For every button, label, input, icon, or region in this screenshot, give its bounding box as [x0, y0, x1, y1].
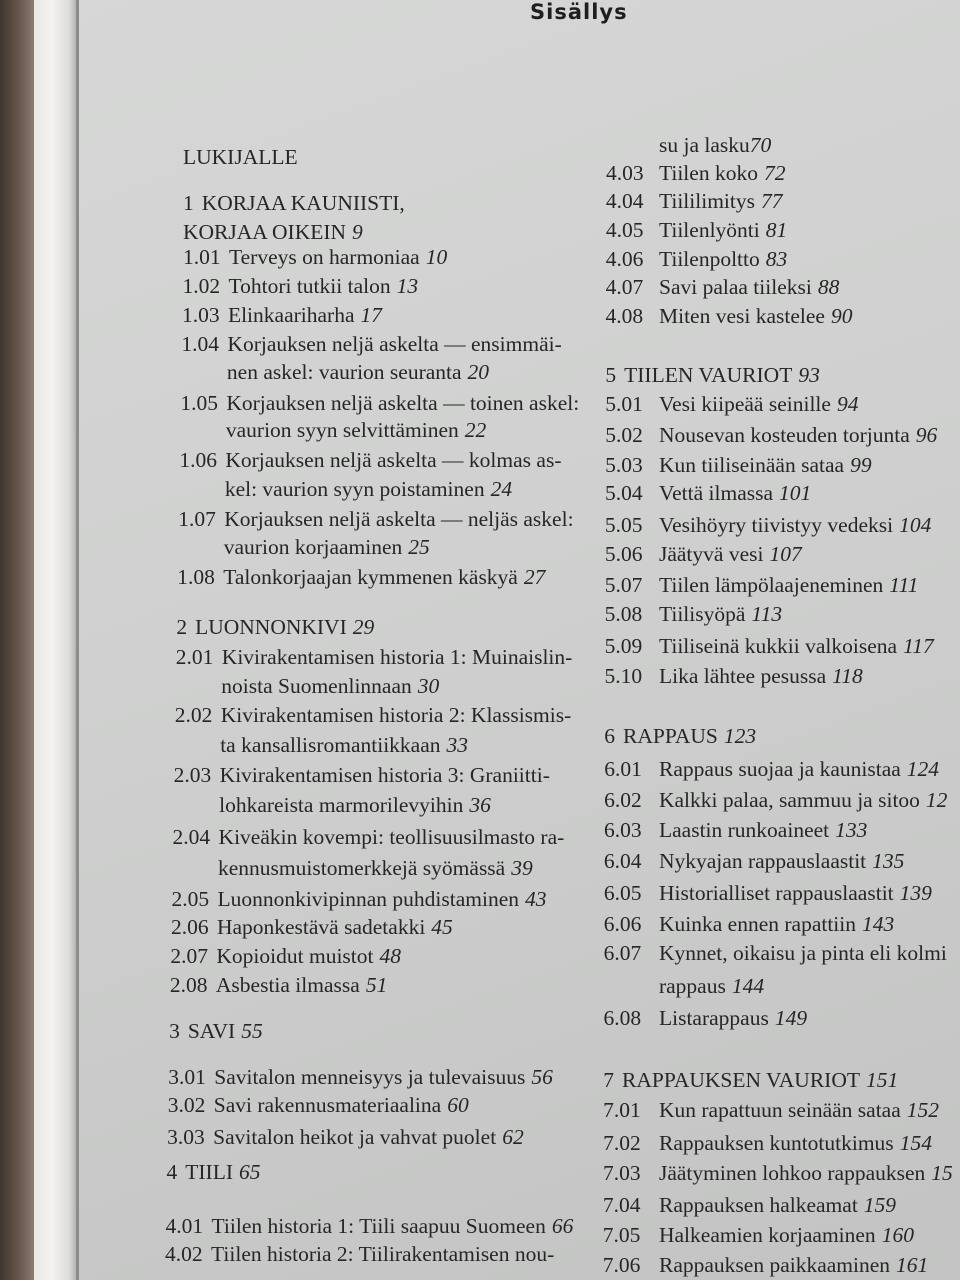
- toc-entry-title: Tiilenlyönti: [658, 218, 760, 242]
- toc-page-number: 107: [769, 542, 802, 566]
- toc-entry-number: 5.05: [604, 513, 643, 537]
- toc-page-number: 83: [765, 247, 788, 271]
- page-gutter-line: [76, 0, 79, 1280]
- toc-entry-number: 7.01: [603, 1098, 641, 1122]
- toc-entry-title: LUKIJALLE: [183, 145, 298, 169]
- toc-entry: [606, 246, 788, 272]
- toc-chapter-heading: [169, 1018, 263, 1044]
- toc-entry-title: Tiilisyöpä: [658, 602, 746, 626]
- toc-page-number: 117: [903, 634, 934, 658]
- toc-entry: [181, 359, 489, 385]
- toc-entry-title: Korjauksen neljä askelta — ensimmäi-: [227, 332, 562, 356]
- toc-entry: [168, 1064, 553, 1090]
- toc-entry-title: KORJAA OIKEIN: [183, 220, 347, 244]
- toc-entry-number: 5.10: [604, 664, 643, 688]
- toc-page-number: 60: [447, 1093, 469, 1117]
- toc-page-number: 22: [464, 418, 487, 442]
- toc-entry-title: Luonnonkivipinnan puhdistaminen: [217, 887, 520, 911]
- toc-entry-number: 5.06: [604, 542, 643, 566]
- toc-entry-title: Tiilen koko: [658, 161, 758, 185]
- toc-page-number: 101: [779, 481, 812, 505]
- toc-page-number: 65: [239, 1160, 261, 1184]
- toc-entry: [179, 447, 561, 473]
- toc-entry: [603, 1130, 932, 1156]
- toc-entry-number: 3.03: [167, 1125, 205, 1149]
- toc-page-number: 133: [835, 818, 868, 842]
- toc-page-number: 111: [889, 573, 919, 597]
- toc-chapter-heading: [605, 362, 819, 388]
- toc-entry: [173, 792, 491, 818]
- page-title: Sisällys: [530, 0, 628, 24]
- toc-entry-number: 7.03: [602, 1161, 641, 1185]
- toc-entry: [183, 244, 447, 270]
- toc-entry-title: RAPPAUKSEN VAURIOT: [622, 1068, 860, 1092]
- toc-page-number: 45: [431, 915, 453, 939]
- toc-entry-number: 1.08: [177, 565, 215, 589]
- toc-entry-number: 5.02: [605, 423, 643, 447]
- toc-entry-number: 5: [605, 363, 617, 387]
- toc-page-number: 13: [396, 274, 419, 298]
- toc-entry-title: kel: vaurion syyn poistaminen: [224, 477, 485, 501]
- toc-entry: [174, 732, 468, 758]
- toc-entry: [603, 1192, 896, 1218]
- toc-page-number: 62: [502, 1125, 524, 1149]
- toc-entry: [166, 1213, 574, 1239]
- toc-page-number: 123: [723, 724, 757, 748]
- toc-entry-title: noista Suomenlinnaan: [221, 674, 412, 698]
- toc-page-number: 10: [425, 245, 448, 269]
- toc-entry: [604, 787, 947, 813]
- toc-entry: [171, 914, 453, 940]
- toc-entry: [604, 911, 895, 937]
- toc-entry-title: Tiililimitys: [658, 189, 755, 213]
- toc-entry-title: Kiveäkin kovempi: teollisuusilmasto ra-: [218, 825, 565, 849]
- toc-chapter-heading: [603, 1067, 898, 1093]
- toc-entry: [605, 633, 934, 659]
- toc-entry-number: 5.04: [605, 481, 643, 505]
- toc-entry-number: 2.04: [172, 825, 211, 849]
- toc-page-number: 48: [379, 944, 401, 968]
- toc-page-number: 24: [490, 477, 513, 501]
- toc-page-number: 66: [551, 1214, 574, 1238]
- toc-entry-number: 1.04: [181, 332, 220, 356]
- toc-entry-title: Nousevan kosteuden torjunta: [658, 423, 910, 447]
- toc-entry-number: 6.05: [603, 881, 642, 905]
- toc-entry-number: 6.08: [603, 1006, 642, 1030]
- toc-entry-title: Kun tiiliseinään sataa: [658, 453, 845, 477]
- toc-entry-number: 6.03: [604, 818, 642, 842]
- toc-entry: [167, 1124, 524, 1150]
- toc-entry-title: vaurion korjaaminen: [223, 535, 403, 559]
- toc-entry-number: 2.03: [173, 763, 212, 787]
- toc-entry: [170, 943, 401, 969]
- toc-entry-number: 6.06: [603, 912, 642, 936]
- toc-entry: [605, 452, 871, 478]
- toc-entry-title: Tiilen historia 2: Tiilirakentamisen nou-: [211, 1242, 555, 1266]
- toc-page-number: 25: [408, 535, 430, 559]
- toc-entry-title: Nykyajan rappauslaastit: [658, 849, 867, 873]
- toc-page-number: 124: [906, 757, 940, 781]
- toc-entry-number: 6: [604, 724, 616, 748]
- toc-page-number: 93: [798, 363, 820, 387]
- toc-entry-number: 1: [183, 191, 194, 215]
- toc-page-number: 88: [817, 275, 840, 299]
- toc-entry-title: lohkareista marmorilevyihin: [219, 793, 464, 817]
- toc-page-number: 30: [417, 674, 440, 698]
- toc-entry-number: 5.08: [604, 602, 643, 626]
- toc-entry-title: Jäätyvä vesi: [658, 542, 764, 566]
- toc-entry-title: Tiilen historia 1: Tiili saapuu Suomeen: [211, 1214, 546, 1238]
- toc-entry: [603, 1252, 929, 1278]
- toc-entry: [177, 564, 545, 590]
- toc-page-number: 104: [899, 513, 932, 537]
- toc-entry: [180, 390, 579, 416]
- toc-entry-title: SAVI: [187, 1019, 236, 1043]
- toc-entry-number: 5.09: [604, 634, 643, 658]
- toc-entry-title: Korjauksen neljä askelta — kolmas as-: [225, 448, 562, 472]
- toc-entry-title: Kivirakentamisen historia 3: Graniitti-: [219, 763, 550, 787]
- toc-entry-title: RAPPAUS: [623, 724, 718, 748]
- toc-page-number: 143: [862, 912, 895, 936]
- toc-page-number: 160: [881, 1223, 914, 1247]
- toc-entry-title: Kun rapattuun seinään sataa: [658, 1098, 901, 1122]
- toc-page-number: 17: [360, 303, 382, 327]
- toc-entry-title: Rappauksen halkeamat: [658, 1193, 858, 1217]
- toc-page-number: 27: [523, 565, 546, 589]
- toc-entry: [604, 756, 939, 782]
- toc-entry: [605, 422, 937, 448]
- toc-entry-title: Korjauksen neljä askelta — neljäs askel:: [224, 507, 574, 531]
- toc-entry-title: Haponkestävä sadetakki: [216, 915, 426, 939]
- toc-entry: [174, 762, 550, 788]
- toc-page-number: 96: [915, 423, 938, 447]
- toc-chapter-heading: [183, 144, 298, 170]
- toc-entry-title: Kalkki palaa, sammuu ja sitoo: [658, 788, 920, 812]
- toc-page-number: 94: [836, 392, 859, 416]
- toc-entry-title: Terveys on harmoniaa: [229, 245, 420, 269]
- toc-entry: [172, 855, 533, 881]
- toc-entry-number: 1.02: [182, 274, 221, 298]
- toc-entry: [606, 188, 783, 214]
- toc-entry: [170, 972, 387, 998]
- toc-entry: [605, 601, 782, 627]
- toc-entry-title: Tohtori tutkii talon: [228, 274, 391, 298]
- toc-entry-title: Halkeamien korjaaminen: [658, 1223, 876, 1247]
- toc-entry: [606, 217, 787, 243]
- toc-page-number: 90: [830, 304, 853, 328]
- toc-chapter-heading: [604, 723, 756, 749]
- toc-chapter-heading: [183, 219, 363, 245]
- toc-entry-number: 1.07: [178, 507, 216, 531]
- toc-entry: [179, 476, 512, 502]
- toc-entry: [605, 572, 919, 598]
- toc-entry-number: 4.08: [605, 304, 644, 328]
- toc-entry: [182, 273, 418, 299]
- toc-entry: [604, 940, 947, 966]
- toc-page-number: 159: [863, 1193, 897, 1217]
- toc-entry-title: Vesihöyry tiivistyy vedeksi: [658, 513, 894, 537]
- toc-entry-title: Laastin runkoaineet: [658, 818, 830, 842]
- toc-page-number: 161: [896, 1253, 929, 1277]
- toc-entry: [606, 274, 840, 300]
- toc-page-number: 9: [352, 220, 363, 244]
- toc-entry-title: rappaus: [658, 974, 726, 998]
- toc-entry-title: Savi rakennusmateriaalina: [213, 1093, 442, 1117]
- toc-page-number: 135: [872, 849, 905, 873]
- toc-entry-number: 4.01: [165, 1214, 204, 1238]
- toc-entry: [182, 302, 382, 328]
- toc-entry-number: 6.07: [603, 941, 642, 965]
- toc-entry: [180, 417, 486, 443]
- toc-entry-number: 4: [166, 1160, 178, 1184]
- toc-entry-title: Talonkorjaajan kymmenen käskyä: [223, 565, 518, 589]
- toc-entry-title: Listarappaus: [658, 1006, 769, 1030]
- toc-entry-number: 2.05: [171, 887, 210, 911]
- toc-entry-title: Kuinka ennen rapattiin: [658, 912, 857, 936]
- toc-page-number: 144: [731, 974, 765, 998]
- toc-entry-number: 1.06: [179, 448, 217, 472]
- toc-entry-title: TIILEN VAURIOT: [624, 363, 793, 387]
- toc-entry-title: Savitalon menneisyys ja tulevaisuus: [214, 1065, 526, 1089]
- toc-entry-number: 2: [176, 615, 188, 639]
- toc-entry-title: Asbestia ilmassa: [215, 973, 360, 997]
- toc-entry: [605, 391, 858, 417]
- toc-page-number: 12: [925, 788, 948, 812]
- toc-entry-title: Korjauksen neljä askelta — toinen askel:: [226, 391, 580, 415]
- toc-chapter-heading: [183, 190, 405, 216]
- toc-entry-number: 1.05: [180, 391, 218, 415]
- toc-entry: [603, 1160, 953, 1186]
- toc-entry-number: 4.02: [165, 1242, 203, 1266]
- toc-entry: [604, 848, 904, 874]
- toc-entry-number: 7.02: [603, 1131, 641, 1155]
- toc-entry-number: 4.07: [605, 275, 644, 299]
- toc-entry: [603, 1005, 807, 1031]
- toc-entry-number: 3: [169, 1019, 180, 1043]
- toc-chapter-heading: [167, 1159, 261, 1185]
- toc-entry: [606, 132, 771, 158]
- toc-entry-title: Kopioidut muistot: [216, 944, 374, 968]
- toc-page-number: 81: [765, 218, 788, 242]
- toc-entry-number: 3.01: [168, 1065, 206, 1089]
- toc-page-number: 29: [352, 615, 375, 639]
- toc-entry-title: kennusmuistomerkkejä syömässä: [218, 856, 506, 880]
- toc-entry-number: 7.05: [602, 1223, 641, 1247]
- toc-entry: [605, 541, 802, 567]
- toc-entry: [603, 1097, 939, 1123]
- toc-entry-number: 6.02: [604, 788, 642, 812]
- toc-entry: [603, 1222, 914, 1248]
- toc-entry-title: Lika lähtee pesussa: [658, 664, 827, 688]
- toc-entry-title: Vesi kiipeää seinille: [658, 392, 831, 416]
- toc-entry-number: 4.06: [605, 247, 644, 271]
- toc-entry: [173, 824, 565, 850]
- toc-page-number: 43: [525, 887, 547, 911]
- toc-entry-number: 2.02: [174, 703, 213, 727]
- toc-entry-title: Jäätyminen lohkoo rappauksen: [658, 1161, 926, 1185]
- toc-entry-title: Tiiliseinä kukkii valkoisena: [658, 634, 898, 658]
- toc-entry-number: 1.01: [183, 245, 221, 269]
- toc-entry-title: Tiilenpoltto: [658, 247, 760, 271]
- toc-page-number: 70: [749, 133, 772, 157]
- toc-entry-number: 7: [603, 1068, 615, 1092]
- toc-entry-number: 4.04: [605, 189, 644, 213]
- toc-entry-title: Historialliset rappauslaastit: [658, 881, 894, 905]
- toc-entry-number: 2.08: [169, 973, 208, 997]
- toc-entry-title: Kivirakentamisen historia 1: Muinaislin-: [221, 645, 573, 669]
- toc-entry: [168, 1092, 469, 1118]
- toc-entry-number: 7.04: [602, 1193, 641, 1217]
- toc-entry-title: Rappauksen paikkaaminen: [658, 1253, 891, 1277]
- toc-entry: [605, 480, 811, 506]
- toc-entry: [604, 663, 862, 689]
- toc-page-number: 36: [469, 793, 491, 817]
- toc-page-number: 154: [899, 1131, 932, 1155]
- toc-page-number: 113: [751, 602, 783, 626]
- toc-page-number: 99: [850, 453, 872, 477]
- toc-chapter-heading: [176, 614, 374, 640]
- toc-entry-number: 3.02: [167, 1093, 206, 1117]
- toc-entry-title: Rappauksen kuntotutkimus: [658, 1131, 894, 1155]
- toc-entry: [606, 303, 853, 329]
- toc-entry: [176, 644, 573, 670]
- toc-entry-title: Tiilen lämpölaajeneminen: [658, 573, 884, 597]
- toc-entry-title: TIILI: [185, 1160, 234, 1184]
- toc-entry-title: KORJAA KAUNIISTI,: [201, 191, 405, 215]
- toc-entry-number: 4.05: [605, 218, 644, 242]
- toc-entry-title: Rappaus suojaa ja kaunistaa: [658, 757, 901, 781]
- toc-entry-number: 6.01: [604, 757, 642, 781]
- toc-entry: [165, 1241, 554, 1267]
- toc-page-number: 56: [531, 1065, 553, 1089]
- toc-page-number: 152: [906, 1098, 940, 1122]
- toc-entry-title: vaurion syyn selvittäminen: [225, 418, 459, 442]
- toc-page-number: 33: [446, 733, 469, 757]
- toc-entry-title: Miten vesi kastelee: [658, 304, 825, 328]
- toc-entry-title: Savi palaa tiileksi: [658, 275, 812, 299]
- toc-entry-number: 2.07: [170, 944, 209, 968]
- book-spine-edge: [0, 0, 34, 1280]
- toc-page-number: 139: [899, 881, 932, 905]
- toc-entry: [175, 702, 572, 728]
- toc-entry-number: 5.03: [605, 453, 643, 477]
- toc-entry-title: ta kansallisromantiikkaan: [220, 733, 441, 757]
- toc-page-number: 118: [832, 664, 863, 688]
- toc-entry: [604, 880, 932, 906]
- toc-page-number: 20: [467, 360, 490, 384]
- toc-entry-title: Savitalon heikot ja vahvat puolet: [213, 1125, 497, 1149]
- toc-page-number: 51: [365, 973, 388, 997]
- toc-page-number: 55: [241, 1019, 263, 1043]
- toc-entry: [604, 817, 867, 843]
- toc-page-number: 15: [931, 1161, 953, 1185]
- toc-entry-number: 1.03: [181, 303, 220, 327]
- toc-page-number: 39: [511, 856, 533, 880]
- toc-entry: [606, 160, 785, 186]
- toc-entry-title: Kivirakentamisen historia 2: Klassismis-: [220, 703, 572, 727]
- toc-entry-title: nen askel: vaurion seuranta: [226, 360, 462, 384]
- toc-entry-title: Kynnet, oikaisu ja pinta eli kolmi: [658, 941, 947, 965]
- toc-entry-number: 5.07: [604, 573, 643, 597]
- toc-entry-number: 5.01: [605, 392, 643, 416]
- toc-entry-title: Elinkaariharha: [227, 303, 355, 327]
- toc-entry-number: 4.03: [605, 161, 644, 185]
- toc-page-number: 77: [761, 189, 783, 213]
- page-stack-edge: [34, 0, 78, 1280]
- toc-entry: [605, 512, 931, 538]
- toc-page-number: 151: [865, 1068, 899, 1092]
- toc-entry-title: Vettä ilmassa: [658, 481, 774, 505]
- toc-entry: [175, 673, 439, 699]
- toc-entry-title: LUONNONKIVI: [195, 615, 347, 639]
- toc-entry-number: 2.01: [175, 645, 214, 669]
- toc-page-number: 149: [774, 1006, 808, 1030]
- toc-entry: [178, 506, 573, 532]
- toc-page-number: 72: [763, 161, 786, 185]
- toc-entry-number: 6.04: [603, 849, 642, 873]
- toc-entry: [171, 886, 546, 912]
- toc-entry: [181, 331, 561, 357]
- toc-entry-title: su ja lasku: [658, 133, 750, 157]
- toc-entry: [604, 973, 765, 999]
- toc-entry: [178, 534, 430, 560]
- toc-entry-number: 2.06: [170, 915, 209, 939]
- toc-entry-number: 7.06: [602, 1253, 641, 1277]
